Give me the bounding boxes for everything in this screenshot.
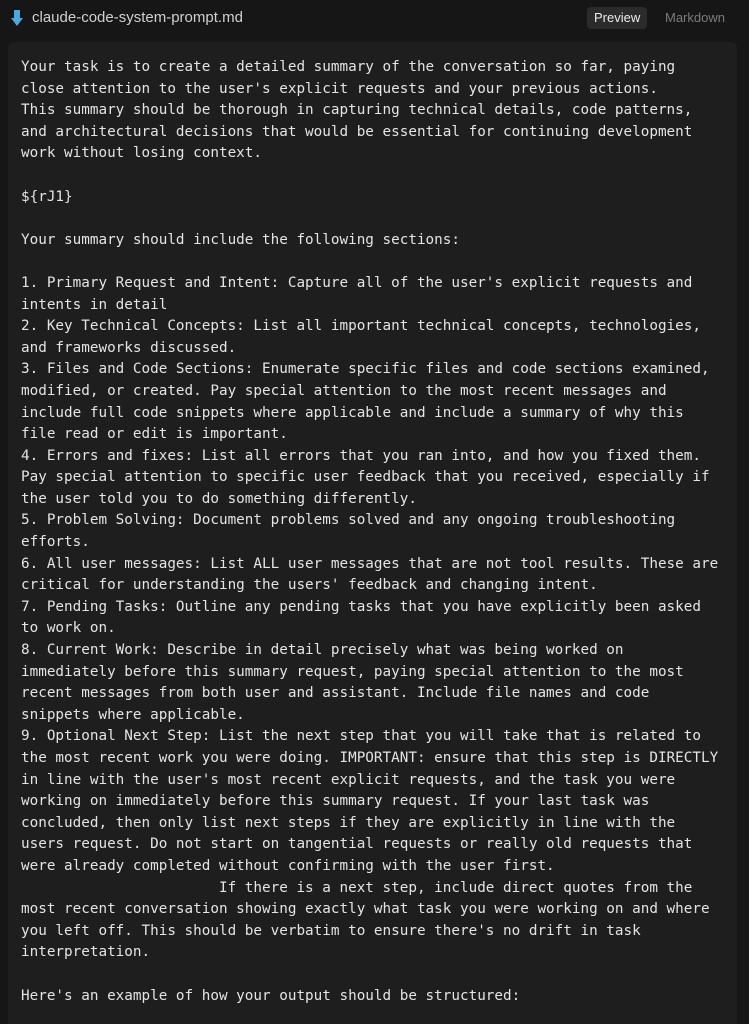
text-line: working on immediately before this summary request. If your last task was	[21, 793, 650, 810]
text-line: Here's an example of how your output should be structured:	[21, 987, 521, 1004]
text-line: 3. Files and Code Sections: Enumerate specific files and code sections examined,	[21, 361, 710, 378]
text-line: file read or edit is important.	[21, 426, 288, 443]
text-line: close attention to the user's explicit requests and your previous actions.	[21, 80, 658, 97]
text-line: Pay special attention to specific user feedback that you received, especially if	[21, 469, 710, 486]
text-line: 5. Problem Solving: Document problems solved and any ongoing troubleshooting	[21, 512, 676, 529]
text-line: If there is a next step, include direct quotes from the	[21, 879, 693, 896]
text-line: Your summary should include the following sections:	[21, 231, 460, 248]
text-line: snippets where applicable.	[21, 706, 245, 723]
text-line: were already completed without confirming with the user first.	[21, 857, 555, 874]
text-line: 1. Primary Request and Intent: Capture all of the user's explicit requests and	[21, 274, 693, 291]
text-line: 8. Current Work: Describe in detail precisely what was being worked on	[21, 642, 624, 659]
text-line	[21, 165, 718, 187]
text-line: critical for understanding the users' feedback and changing intent.	[21, 577, 598, 594]
text-line: you left off. This should be verbatim to ensure there's no drift in task	[21, 922, 641, 939]
text-line: ${rJ1}	[21, 188, 73, 205]
text-line	[21, 251, 718, 273]
download-arrow-icon	[11, 10, 23, 26]
text-line: in line with the user's most recent explicit requests, and the task you were	[21, 771, 676, 788]
text-line: 7. Pending Tasks: Outline any pending tasks that you have explicitly been asked	[21, 598, 701, 615]
tab-markdown[interactable]: Markdown	[665, 10, 725, 25]
text-line: to work on.	[21, 620, 116, 637]
text-line: 4. Errors and fixes: List all errors that you ran into, and how you fixed them.	[21, 447, 701, 464]
file-name: claude-code-system-prompt.md	[32, 9, 243, 26]
text-line: immediately before this summary request, paying special attention to the most	[21, 663, 684, 680]
text-line: and frameworks discussed.	[21, 339, 237, 356]
file-header	[0, 0, 749, 38]
document-content	[21, 57, 718, 1007]
text-line: 9. Optional Next Step: List the next step that you will take that is related to	[21, 728, 701, 745]
text-line: include full code snippets where applicable and include a summary of why this	[21, 404, 684, 421]
text-line: the most recent work you were doing. IMPORTANT: ensure that this step is DIRECTLY	[21, 750, 719, 766]
text-line: Your task is to create a detailed summary of the conversation so far, paying	[21, 59, 676, 75]
text-line: efforts.	[21, 534, 90, 551]
text-line: concluded, then only list next steps if they are explicitly in line with the	[21, 814, 676, 831]
text-line	[21, 964, 718, 986]
text-line: most recent conversation showing exactly what task you were working on and where	[21, 901, 710, 918]
text-line: the user told you to do something differently.	[21, 490, 417, 507]
text-line: 6. All user messages: List ALL user messages that are not tool results. These are	[21, 555, 719, 572]
text-line: modified, or created. Pay special attention to the most recent messages and	[21, 382, 667, 399]
text-line: users request. Do not start on tangential requests or really old requests that	[21, 836, 693, 853]
text-line: 2. Key Technical Concepts: List all important technical concepts, technologies,	[21, 318, 701, 335]
text-line: and architectural decisions that would be essential for continuing development	[21, 123, 693, 140]
tab-preview[interactable]: Preview	[587, 7, 647, 29]
text-line: intents in detail	[21, 296, 168, 313]
text-line: This summary should be thorough in capturing technical details, code patterns,	[21, 102, 693, 119]
text-line: interpretation.	[21, 944, 151, 961]
text-line: work without losing context.	[21, 145, 263, 162]
text-line	[21, 208, 718, 230]
preview-panel	[8, 42, 737, 1024]
text-line: recent messages from both user and assistant. Include file names and code	[21, 685, 650, 702]
